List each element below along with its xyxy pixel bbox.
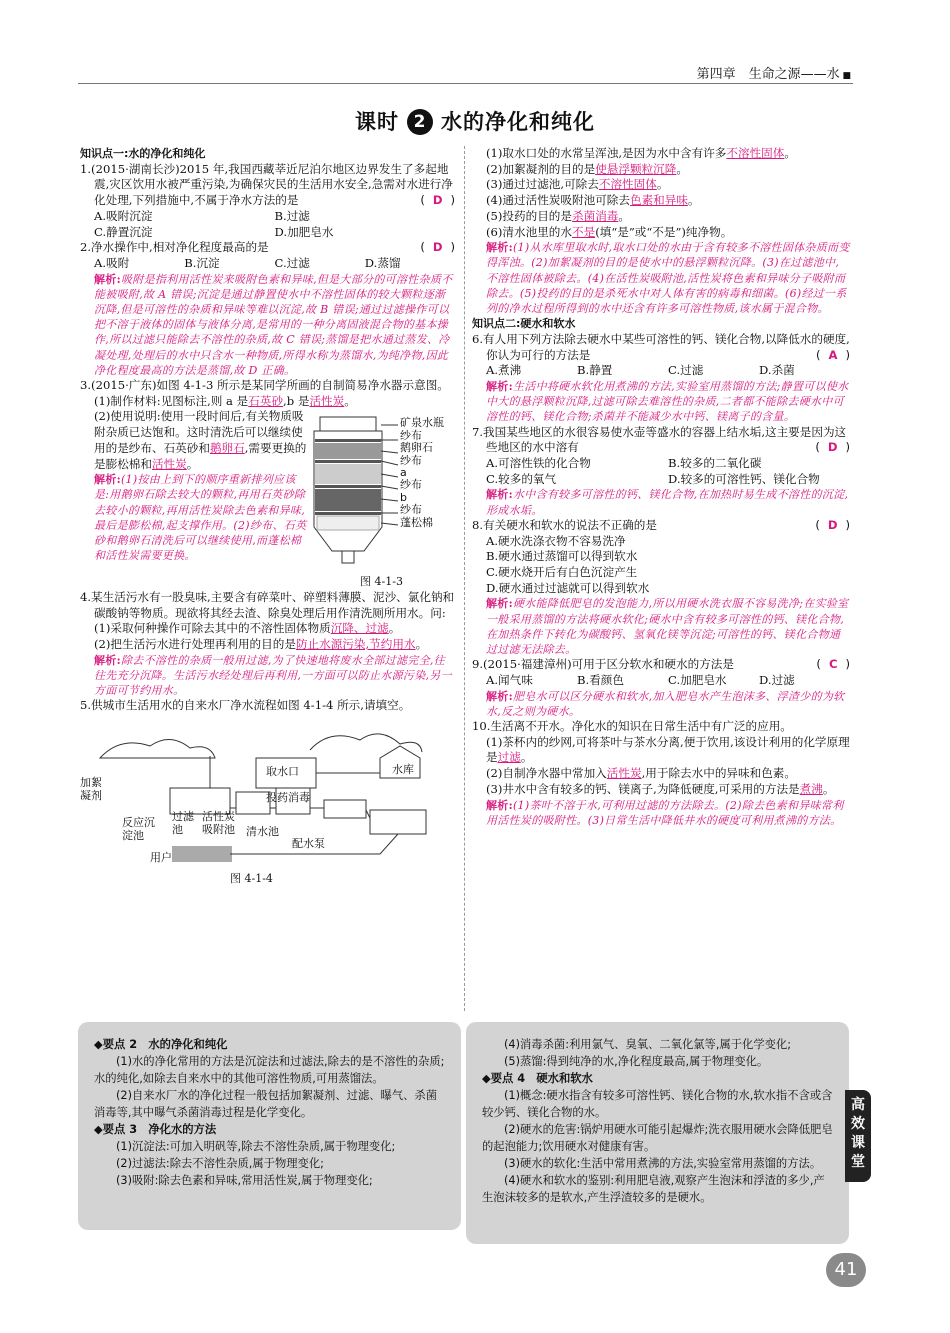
question-2-explanation: 解析:吸附是指利用活性炭来吸附色素和异味,但是大部分的可溶性杂质不能被吸附,故 A 错误;沉淀是通过静置使水中不溶性固体的较大颗粒逐渐沉降,但是可溶性的杂质和异味等难以沉淀,故 B 错误;通过过滤操作可以把不溶于液体的固体与液体分离,是常用的一种分离固液混合物的基本操作,所以过滤只能除去不溶性的杂质,故 C 错误;蒸馏是把水通过蒸发、冷凝处理,处理后的水中只含水一种物质,所得水称为蒸馏水,为纯净物,因此净化程度最高的方法是蒸馏,故 D 正确。 bbox=[94, 272, 453, 377]
option: C.加肥皂水 bbox=[668, 672, 727, 687]
figure-label: 反应沉淀池 bbox=[122, 815, 155, 842]
figure-label: 投药消毒 bbox=[266, 790, 310, 804]
question-7-explanation: 解析:水中含有较多可溶性的钙、镁化合物,在加热时易生成不溶性的沉淀,形成水垢。 bbox=[486, 488, 849, 517]
figure-label: 加絮凝剂 bbox=[80, 775, 102, 802]
question-10-explanation: 解析:(1)茶叶不溶于水,可利用过滤的方法除去。(2)除去色素和异味常利用活性炭的吸附性。(3)日常生活中降低井水的硬度可利用煮沸的方法。 bbox=[486, 798, 844, 827]
question-1-answer: ( D ) bbox=[420, 193, 455, 208]
option: D.硬水通过过滤就可以得到软水 bbox=[486, 580, 650, 595]
key-point-heading: ◆要点 2 水的净化和纯化 bbox=[94, 1038, 228, 1051]
figure-label: 用户 bbox=[150, 850, 172, 864]
figure-label: 纱布 bbox=[400, 453, 422, 467]
figure-label: 取水口 bbox=[266, 764, 299, 778]
option: D.蒸馏 bbox=[364, 255, 401, 270]
question-8: 8.有关硬水和软水的说法不正确的是 ( D ) bbox=[472, 517, 850, 532]
key-point-text: (2)自来水厂水的净化过程一般包括加絮凝剂、过滤、曝气、杀菌消毒等,其中曝气杀菌消毒过程是化学变化。 bbox=[94, 1089, 438, 1119]
question-1 bbox=[80, 162, 455, 209]
option: D.杀菌 bbox=[759, 363, 795, 378]
option: D.过滤 bbox=[759, 672, 795, 687]
question-4-part-2: (2)把生活污水进行处理再利用的目的是防止水源污染,节约用水。 bbox=[94, 636, 428, 651]
figure-label: 水库 bbox=[392, 762, 414, 776]
question-4-part-1: (1)采取何种操作可除去其中的不溶性固体物质沉降、过滤。 bbox=[94, 621, 401, 636]
option: C.硬水烧开后有白色沉淀产生 bbox=[486, 564, 638, 579]
key-point-text: (1)沉淀法:可加入明矾等,除去不溶性杂质,属于物理变化; bbox=[116, 1140, 396, 1153]
page-header bbox=[78, 62, 853, 84]
question-10-part-2: (2)自制净水器中常加入活性炭,用于除去水中的异味和色素。 bbox=[486, 766, 796, 781]
key-points-box-left bbox=[78, 1022, 461, 1230]
question-5-part-3: (3)通过过滤池,可除去不溶性固体。 bbox=[486, 177, 669, 192]
question-2 bbox=[80, 240, 455, 256]
question-2-stem: 2.净水操作中,相对净化程度最高的是 bbox=[80, 240, 269, 255]
question-6-answer: ( A ) bbox=[815, 347, 850, 362]
question-3-part-2: (2)使用说明:使用一段时间后,有关物质吸附杂质已达饱和。这时清洗后可以继续使用的是纱布、石英砂和鹅卵石,需要更换的是膨松棉和活性炭。 bbox=[94, 409, 307, 471]
question-9-explanation: 解析:肥皂水可以区分硬水和软水,加入肥皂水产生泡沫多、浮渣少的为软水,反之则为硬水。 bbox=[486, 689, 845, 718]
question-5-part-1: (1)取水口处的水常呈浑浊,是因为水中含有许多不溶性固体。 bbox=[486, 146, 796, 160]
key-point-text: (2)硬水的危害:锅炉用硬水可能引起爆炸;洗衣服用硬水会降低肥皂的起泡能力;饮用硬水对健康有害。 bbox=[482, 1123, 833, 1153]
option: B.硬水通过蒸馏可以得到软水 bbox=[486, 549, 638, 564]
question-10-part-1: (1)茶杯内的纱网,可将茶叶与茶水分离,便于饮用,该设计利用的化学原理是过滤。 bbox=[486, 734, 850, 765]
option: B.过滤 bbox=[274, 208, 310, 223]
option: A.硬水洗涤衣物不容易洗净 bbox=[486, 533, 626, 548]
option: C.过滤 bbox=[274, 255, 310, 270]
side-tab: 高效课堂 bbox=[845, 1090, 871, 1182]
option: C.较多的氧气 bbox=[486, 471, 557, 486]
key-points-box-right bbox=[466, 1022, 849, 1244]
question-5: 5.供城市生活用水的自来水厂净水流程如图 4-1-4 所示,请填空。 bbox=[80, 698, 411, 713]
figure-label: 蓬松棉 bbox=[400, 515, 433, 529]
key-point-text: (3)硬水的软化:生活中常用煮沸的方法,实验室常用蒸馏的方法。 bbox=[504, 1157, 822, 1170]
option: C.过滤 bbox=[668, 363, 704, 378]
question-5-part-5: (5)投药的目的是杀菌消毒。 bbox=[486, 208, 630, 223]
figure-label: 活性炭吸附池 bbox=[202, 809, 235, 836]
question-7-answer: ( D ) bbox=[815, 440, 850, 455]
option: A.吸附 bbox=[94, 255, 130, 270]
option: A.可溶性铁的化合物 bbox=[486, 456, 591, 471]
figure-label: 清水池 bbox=[246, 824, 279, 838]
key-point-text: (4)硬水和软水的鉴别:利用肥皂液,观察产生泡沫和浮渣的多少,产生泡沫较多的是软水,产生浮渣较多的是硬水。 bbox=[482, 1174, 825, 1204]
figure-label: b bbox=[400, 490, 407, 504]
section-heading-2: 知识点二:硬水和软水 bbox=[472, 317, 576, 331]
figure-label: 纱布 bbox=[400, 503, 422, 517]
option: C.静置沉淀 bbox=[94, 224, 153, 239]
question-3-explanation: 解析:(1)按由上到下的顺序重新排列应该是:用鹅卵石除去较大的颗粒,再用石英砂除去较小的颗粒,再用活性炭除去色素和异味,最后是膨松棉,起支撑作用。(2)纱布、石英砂和鹅卵石清洗后可以继续使用,而蓬松棉和活性炭需要更换。 bbox=[94, 473, 307, 563]
option: A.煮沸 bbox=[486, 363, 522, 378]
figure-label: 矿泉水瓶 bbox=[400, 416, 444, 430]
section-heading-1: 知识点一:水的净化和纯化 bbox=[80, 147, 206, 160]
figure-label: 纱布 bbox=[400, 478, 422, 492]
water-filter-figure bbox=[308, 409, 455, 589]
option: D.加肥皂水 bbox=[274, 224, 334, 239]
question-8-answer: ( D ) bbox=[815, 517, 850, 532]
figure-caption: 图 4-1-4 bbox=[230, 871, 273, 885]
question-2-answer: ( D ) bbox=[420, 240, 455, 255]
question-3: 3.(2015·广东)如图 4-1-3 所示是某同学所画的自制简易净水器示意图。 bbox=[80, 378, 449, 393]
left-column bbox=[80, 146, 455, 888]
figure-label: a bbox=[400, 466, 407, 480]
figure-label: 鹅卵石 bbox=[400, 441, 433, 455]
question-9-answer: ( C ) bbox=[816, 657, 850, 672]
option: B.静置 bbox=[577, 363, 613, 378]
question-1-stem: 1.(2015·湖南长沙)2015 年,我国西藏莘近尼泊尔地区边界发生了多起地震,灾区饮用水被严重污染,为确保灾民的生活用水安全,急需对水进行净化处理,下列措施中,不属于净水方法的是 bbox=[80, 161, 453, 208]
question-6-options bbox=[472, 363, 850, 379]
question-10-part-3: (3)井水中含有较多的钙、镁离子,为降低硬度,可采用的方法是煮沸。 bbox=[486, 781, 835, 796]
option: B.看颜色 bbox=[577, 672, 624, 687]
key-point-text: (4)消毒杀菌:利用氯气、臭氧、二氧化氯等,属于化学变化; bbox=[504, 1038, 792, 1051]
question-6: 6.有人用下列方法除去硬水中某些可溶性的钙、镁化合物,以降低水的硬度,你认为可行的方法是 ( A ) bbox=[472, 331, 850, 362]
key-point-text: (5)蒸馏:得到纯净的水,净化程度最高,属于物理变化。 bbox=[504, 1055, 769, 1068]
question-7-options bbox=[472, 456, 850, 487]
question-2-options bbox=[80, 256, 455, 272]
figure-caption: 图 4-1-3 bbox=[360, 575, 403, 589]
question-3-part-1: (1)制作材料:见图标注,则 a 是石英砂,b 是活性炭。 bbox=[94, 393, 356, 408]
question-5-part-4: (4)通过活性炭吸附池可除去色素和异味。 bbox=[486, 193, 700, 208]
figure-label: 过滤池 bbox=[172, 809, 194, 836]
lesson-prefix: 课时 bbox=[355, 110, 399, 134]
question-4-explanation: 解析:除去不溶性的杂质一般用过滤,为了快速地将废水全部过滤完全,往往先充分沉降。生活污水经处理后再利用,一方面可以防止水源污染,另一方面可节约用水。 bbox=[94, 653, 452, 698]
key-point-heading: ◆要点 4 硬水和软水 bbox=[482, 1072, 593, 1085]
option: D.较多的可溶性钙、镁化合物 bbox=[668, 471, 820, 486]
option: A.闻气味 bbox=[486, 672, 533, 687]
option: A.吸附沉淀 bbox=[94, 208, 153, 223]
question-5-explanation: 解析:(1)从水库里取水时,取水口处的水由于含有较多不溶性固体杂质而变得浑浊。(2)加絮凝剂的目的是使水中的悬浮颗粒沉降。(3)在过滤池中,不溶性固体被除去。(4)在活性炭吸附池,活性炭将色素和异味分子吸附而除去。(5)投药的目的是杀死水中对人体有害的病毒和细菌。(6)经过一系列的净水过程所得到的水中还含有许多可溶性物质,该水属于混合物。 bbox=[486, 241, 850, 316]
key-point-heading: ◆要点 3 净化水的方法 bbox=[94, 1123, 217, 1136]
question-5-part-2: (2)加絮凝剂的目的是使悬浮颗粒沉降。 bbox=[486, 161, 688, 176]
lesson-number-badge: 2 bbox=[407, 109, 433, 135]
key-point-text: (2)过滤法:除去不溶性杂质,属于物理变化; bbox=[116, 1157, 324, 1170]
question-3-body bbox=[80, 409, 455, 589]
key-point-text: (3)吸附:除去色素和异味,常用活性炭,属于物理变化; bbox=[116, 1174, 373, 1187]
question-9: 9.(2015·福建漳州)可用于区分软水和硬水的方法是 ( C ) bbox=[472, 657, 850, 672]
option: B.沉淀 bbox=[184, 255, 220, 270]
question-8-explanation: 解析:硬水能降低肥皂的发泡能力,所以用硬水洗衣服不容易洗净;在实验室一般采用蒸馏的方法将硬水软化;硬水中含有较多可溶性的钙、镁化合物,在加热条件下转化为碳酸钙、氢氧化镁等沉淀;可溶性的钙、镁化合物通过过滤无法除去。 bbox=[486, 597, 849, 656]
key-point-text: (1)概念:硬水指含有较多可溶性钙、镁化合物的水,软水指不含或含较少钙、镁化合物的水。 bbox=[482, 1089, 833, 1119]
right-column bbox=[472, 146, 850, 828]
question-4: 4.某生活污水有一股臭味,主要含有碎菜叶、碎塑料薄膜、泥沙、氯化钠和碳酸钠等物质。现欲将其经去渣、除臭处理后用作清洗厕所用水。问: bbox=[80, 589, 455, 620]
question-7: 7.我国某些地区的水很容易使水壶等盛水的容器上结水垢,这主要是因为这些地区的水中溶有 ( D ) bbox=[472, 424, 850, 455]
key-point-text: (1)水的净化常用的方法是沉淀法和过滤法,除去的是不溶性的杂质;水的纯化,如除去自来水中的其他可溶性物质,可用蒸馏法。 bbox=[94, 1055, 445, 1085]
question-9-options bbox=[472, 673, 850, 689]
question-10: 10.生活离不开水。净化水的知识在日常生活中有广泛的应用。 bbox=[472, 719, 792, 734]
column-divider bbox=[464, 146, 465, 1011]
question-1-options bbox=[80, 209, 455, 240]
chapter-title: 第四章 生命之源——水 ■ bbox=[697, 63, 851, 82]
water-plant-figure bbox=[80, 718, 455, 888]
lesson-title bbox=[0, 106, 950, 136]
lesson-title-text: 水的净化和纯化 bbox=[441, 110, 595, 134]
question-6-explanation: 解析:生活中将硬水软化用煮沸的方法,实验室用蒸馏的方法;静置可以使水中大的悬浮颗粒沉降,过滤可除去难溶性的杂质,二者都不能除去硬水中可溶性的钙、镁化合物;杀菌并不能减少水中钙、镁离子的含量。 bbox=[486, 380, 849, 424]
option: B.较多的二氧化碳 bbox=[668, 456, 762, 471]
question-5-part-6: (6)清水池里的水不是(填“是”或“不是”)纯净物。 bbox=[486, 224, 733, 239]
figure-label: 纱布 bbox=[400, 428, 422, 442]
figure-label: 配水泵 bbox=[292, 836, 325, 850]
page-number: 41 bbox=[826, 1253, 866, 1287]
